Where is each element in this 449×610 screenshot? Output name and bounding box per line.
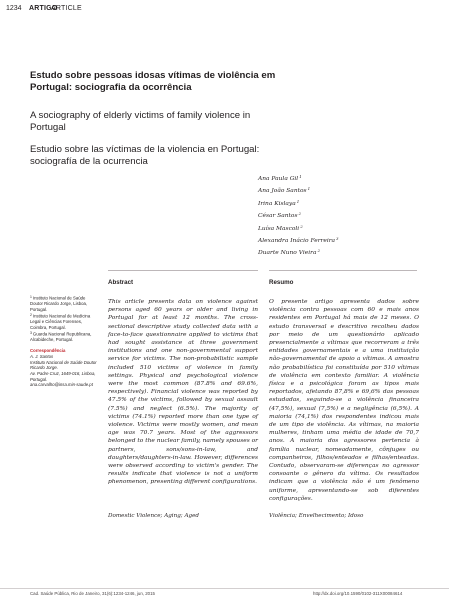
affiliation: $^1$Instituto Nacional de Saúde Doutor Ricardo Jorge, Lisboa, Portugal. [30, 295, 88, 312]
author: Luísa Mascoli$^2$ [258, 223, 303, 232]
correspondence-institution: Instituto Nacional de Saúde Doutor Ricardo Jorge. [30, 359, 97, 371]
resumo-heading: Resumo [269, 279, 294, 286]
correspondence-email[interactable]: ana.carvalho@insa.min-saude.pt [30, 382, 93, 388]
section-label: ARTIGO [29, 5, 58, 12]
affiliations [30, 295, 98, 388]
title-spanish: Estudio sobre las víctimas de la violencia en Portugal: sociografía de la ocurrencia [30, 144, 260, 167]
author: César Santos$^2$ [258, 211, 302, 220]
title-portuguese: Estudo sobre pessoas idosas vítimas de violência em Portugal: sociografia da ocorrência [30, 70, 276, 93]
correspondence-heading: Correspondência [30, 348, 66, 354]
affiliation: $^2$Instituto Nacional de Medicina Legal e Ciências Forenses, Coimbra, Portugal. [30, 313, 91, 331]
keywords-english: Domestic Violence; Aging; Aged [108, 513, 199, 519]
correspondence-name: A. J. Santos [30, 353, 54, 359]
correspondence-address: Av. Padre Cruz, 1649-016, Lisboa, Portugal. [30, 370, 96, 382]
page-number: 1234 [6, 5, 22, 12]
author: Ana João Santos$^1$ [258, 186, 311, 195]
abstract-divider [108, 270, 258, 271]
doi-link[interactable]: http://dx.doi.org/10.1590/0102-311X00084614 [313, 591, 403, 596]
author: Irina Kislaya$^1$ [258, 198, 300, 207]
title-english: A sociography of elderly victims of family violence in Portugal [30, 110, 251, 133]
author: Duarte Nuno Vieira$^2$ [258, 248, 321, 257]
author-list [258, 172, 438, 259]
resumo-divider [269, 270, 417, 271]
footer-divider [0, 588, 449, 589]
author: Alexandra Inácio Ferreira$^3$ [258, 236, 339, 245]
journal-citation: Cad. Saúde Pública, Rio de Janeiro, 31(6):1234-1246, jun, 2015 [30, 591, 155, 596]
affiliation: $^3$Guarda Nacional Republicana, Alcabideche, Portugal. [30, 331, 92, 343]
keywords-portuguese: Violência; Envelhecimento; Idoso [269, 513, 364, 519]
abstract-heading: Abstract [108, 279, 134, 286]
author: Ana Paula Gil$^1$ [258, 174, 302, 182]
running-header [0, 0, 449, 18]
resumo-body: O presente artigo apresenta dados sobre violência contra pessoas com 60 e mais anos residentes em Portugal há mais de 12 meses. O estudo transversal e descritivo recolheu dados por meio de um questionário aplicado presencialmente a vítimas que recorreram a três entidades governamentais e a uma instituição não-governamental de apoio a vítimas. A amostra não probabilística foi constituída por 510 vítimas de violência em contexto familiar. A violência física e a psicológica foram as tipos mais reportados, afetando 87,8% e 69,6% das pessoas estudadas, seguindo-se a violência financeira (47,5%), sexual (7,5%) e a negligência (6,5%). A maioria (74,1%) dos respondentes indicou mais de um tipo de violência. As vítimas, na maioria mulheres, tinham uma média de idade de 70,7 anos. A maioria dos agressores pertencia à família nuclear, nomeadamente, cônjuges ou companheiros, filhos/enteados e filhas/enteadas. Contudo, observaram-se diferenças no agressor consoante o gênero da vítima. Os resultados indicam que a violência não é um fenômeno uniforme, apresentando-se sob diferentes configurações. [269, 299, 419, 502]
abstract-body: This article presents data on violence against persons aged 60 years or older and living in Portugal for at least 12 months. The cross-sectional descriptive study collected data with a face-to-face questionnaire applied to victims that had sought assistance at three government institutions and one non-governmental support service for victims. The non-probabilistic sample included 510 victims of violence in family settings. Physical and psychological violence were the most common (87.8% and 69.6%, respectively). Financial violence was reported by 47.5% of the victims, followed by sexual assault (7.5%) and neglect (6.5%). The majority of victims (74.1%) reported more than one type of violence. Victims were mostly women, and mean age was 70.7 years. Most of the aggressors belonged to the nuclear family, namely spouses or partners, sons/sons-in-law, and daughters/daughters-in-law. However, differences were observed according to victim's gender. The results indicate that violence is not a uniform phenomenon, presenting different configurations. [108, 299, 258, 486]
article-type-label: ARTICLE [51, 5, 82, 12]
